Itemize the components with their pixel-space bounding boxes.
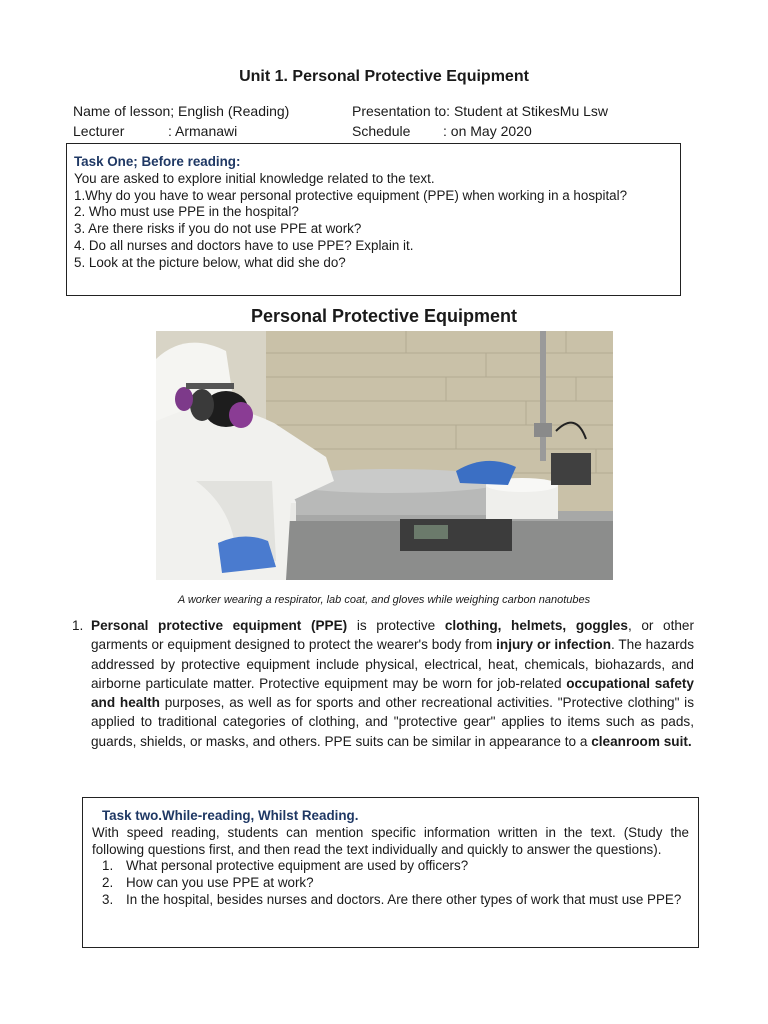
task-one-title: Task One; Before reading: — [74, 154, 241, 169]
question-text: How can you use PPE at work? — [126, 875, 314, 891]
task-one-box — [66, 143, 681, 296]
bold-term: Personal protective equipment (PPE) — [91, 618, 348, 633]
task-two-question — [92, 875, 689, 892]
task-one-question: 2. Who must use PPE in the hospital? — [74, 204, 299, 220]
paragraph-span: , or other garments or equipment designed to protect the wearer's body from — [91, 618, 695, 653]
bold-term: cleanroom suit. — [591, 733, 692, 749]
schedule-label: Schedule — [352, 123, 411, 139]
photo-caption: A worker wearing a respirator, lab coat, and gloves while weighing carbon nanotubes — [177, 594, 591, 606]
lecturer-value: : Armanawi — [168, 123, 238, 139]
paragraph-span: purposes, as well as for sports and other recreational activities. "Protective clothing" is applied to traditional categories of clothing, and "protective gear" applies to items such as pads, guards, shields, or masks, and others. PPE suits can be similar in appearance to a — [91, 695, 694, 749]
question-number: 2. — [102, 875, 114, 891]
task-two-intro: With speed reading, students can mention specific information written in the text. (Study the following questions first, and then read the text individually and quickly to answer the questions). — [92, 824, 689, 857]
task-one-question: 1.Why do you have to wear personal protective equipment (PPE) when working in a hospital? — [74, 187, 628, 203]
task-one-intro: You are asked to explore initial knowledge related to the text. — [74, 170, 435, 186]
schedule-value: : on May 2020 — [443, 123, 532, 139]
paragraph-number: 1. — [72, 618, 84, 633]
page-title: Unit 1. Personal Protective Equipment — [239, 68, 529, 85]
lesson-name: Name of lesson; English (Reading) — [73, 103, 290, 119]
task-two-box — [82, 797, 699, 948]
ppe-worker-photo — [156, 331, 613, 580]
task-two-questions — [92, 858, 689, 908]
task-one-question: 4. Do all nurses and doctors have to use PPE? Explain it. — [74, 237, 414, 253]
paragraph-span: . The hazards addressed by protective equipment include physical, electrical, heat, chemicals, biohazards, and airborne particulate matter. Protective equipment may be worn for job-related — [91, 637, 694, 691]
task-two-title: Task two.While-reading, Whilst Reading. — [102, 808, 359, 823]
question-number: 1. — [102, 858, 114, 874]
question-text: What personal protective equipment are used by officers? — [126, 858, 469, 874]
task-two-question — [92, 892, 689, 909]
question-number: 3. — [102, 891, 114, 907]
paragraph-span: is protective — [347, 618, 445, 633]
task-one-question: 3. Are there risks if you do not use PPE at work? — [74, 221, 362, 237]
section-title: Personal Protective Equipment — [250, 306, 518, 326]
bold-term: occupational safety and health — [91, 675, 694, 711]
lecturer-label: Lecturer — [73, 123, 125, 139]
ppe-paragraph — [72, 616, 694, 751]
task-one-question: 5. Look at the picture below, what did she do? — [74, 254, 346, 270]
question-text: In the hospital, besides nurses and doctors. Are there other types of work that must use PPE? — [126, 891, 682, 907]
bold-term: injury or infection — [496, 637, 612, 653]
paragraph-text — [91, 616, 694, 751]
presentation-to: Presentation to: Student at StikesMu Lsw — [352, 103, 609, 119]
task-two-question — [92, 858, 689, 875]
bold-term: clothing, helmets, goggles — [444, 618, 628, 633]
